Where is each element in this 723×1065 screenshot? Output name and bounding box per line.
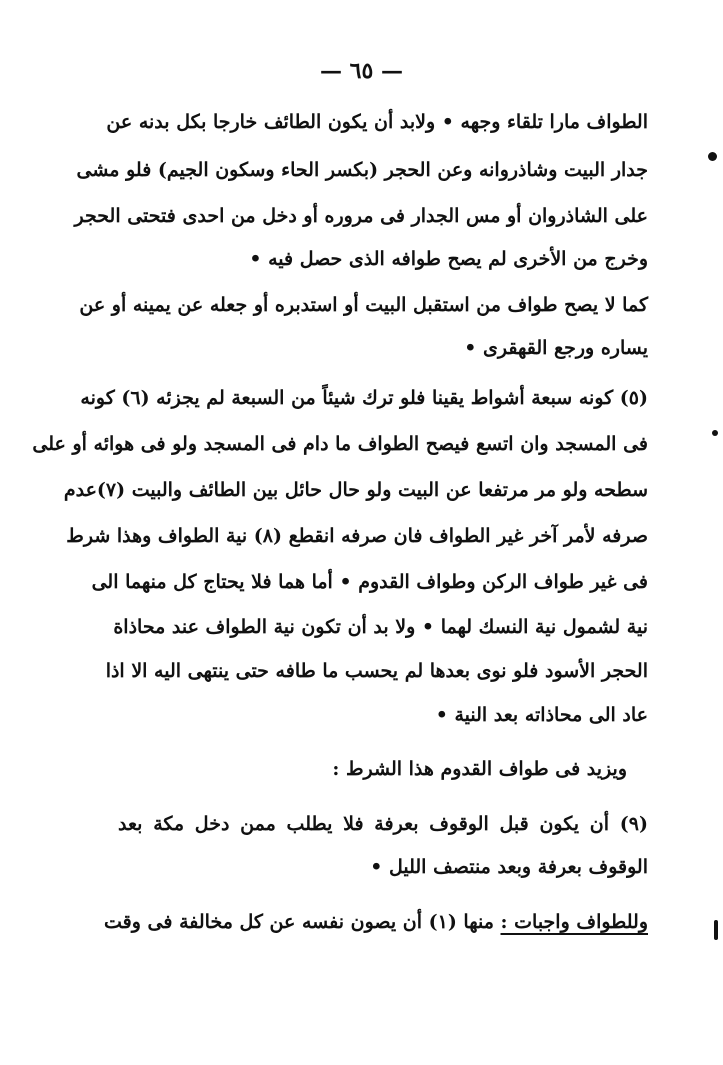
text-line: عاد الى محاذاته بعد النية • [435, 704, 648, 726]
section-heading: وللطواف واجبات : [500, 911, 648, 933]
text-line: (٩) أن يكون قبل الوقوف بعرفة فلا يطلب ممن دخل مكة بعد [118, 813, 648, 835]
text-line: سطحه ولو مر مرتفعا عن البيت ولو حال حائل بين الطائف والبيت (٧)عدم [63, 479, 648, 501]
text-line: صرفه لأمر آخر غير الطواف فان صرفه انقطع (٨) نية الطواف وهذا شرط [66, 525, 648, 547]
text-line: (٥) كونه سبعة أشواط يقينا فلو ترك شيئاً من السبعة لم يجزئه (٦) كونه [80, 387, 648, 409]
text-line: فى غير طواف الركن وطواف القدوم • أما هما فلا يحتاج كل منهما الى [91, 571, 648, 593]
section-text: منها (١) أن يصون نفسه عن كل مخالفة فى وقت [104, 911, 501, 933]
text-line: وخرج من الأخرى لم يصح طوافه الذى حصل فيه • [249, 248, 648, 270]
page-number: — ٦٥ — [320, 58, 403, 84]
text-line: يساره ورجع القهقرى • [464, 337, 648, 359]
text-line: الوقوف بعرفة وبعد منتصف الليل • [370, 856, 648, 878]
text-line: ويزيد فى طواف القدوم هذا الشرط : [332, 758, 627, 780]
text-line: الحجر الأسود فلو نوى بعدها لم يحسب ما طافه حتى ينتهى اليه الا اذا [105, 660, 648, 682]
scan-mark [714, 920, 718, 940]
text-line: جدار البيت وشاذروانه وعن الحجر (بكسر الحاء وسكون الجيم) فلو مشى [76, 159, 648, 181]
scan-mark [708, 152, 717, 161]
text-line: فى المسجد وان اتسع فيصح الطواف ما دام فى المسجد ولو فى هوائه أو على [32, 433, 648, 455]
scan-mark [712, 430, 718, 436]
text-line: كما لا يصح طواف من استقبل البيت أو استدبره أو جعله عن يمينه أو عن [79, 294, 648, 316]
text-line: على الشاذروان أو مس الجدار فى مروره أو دخل من احدى فتحتى الحجر [74, 205, 648, 227]
text-line: الطواف مارا تلقاء وجهه • ولابد أن يكون الطائف خارجا بكل بدنه عن [106, 111, 648, 133]
section-line [104, 908, 648, 938]
text-line: نية لشمول نية النسك لهما • ولا بد أن تكون نية الطواف عند محاذاة [113, 616, 648, 638]
